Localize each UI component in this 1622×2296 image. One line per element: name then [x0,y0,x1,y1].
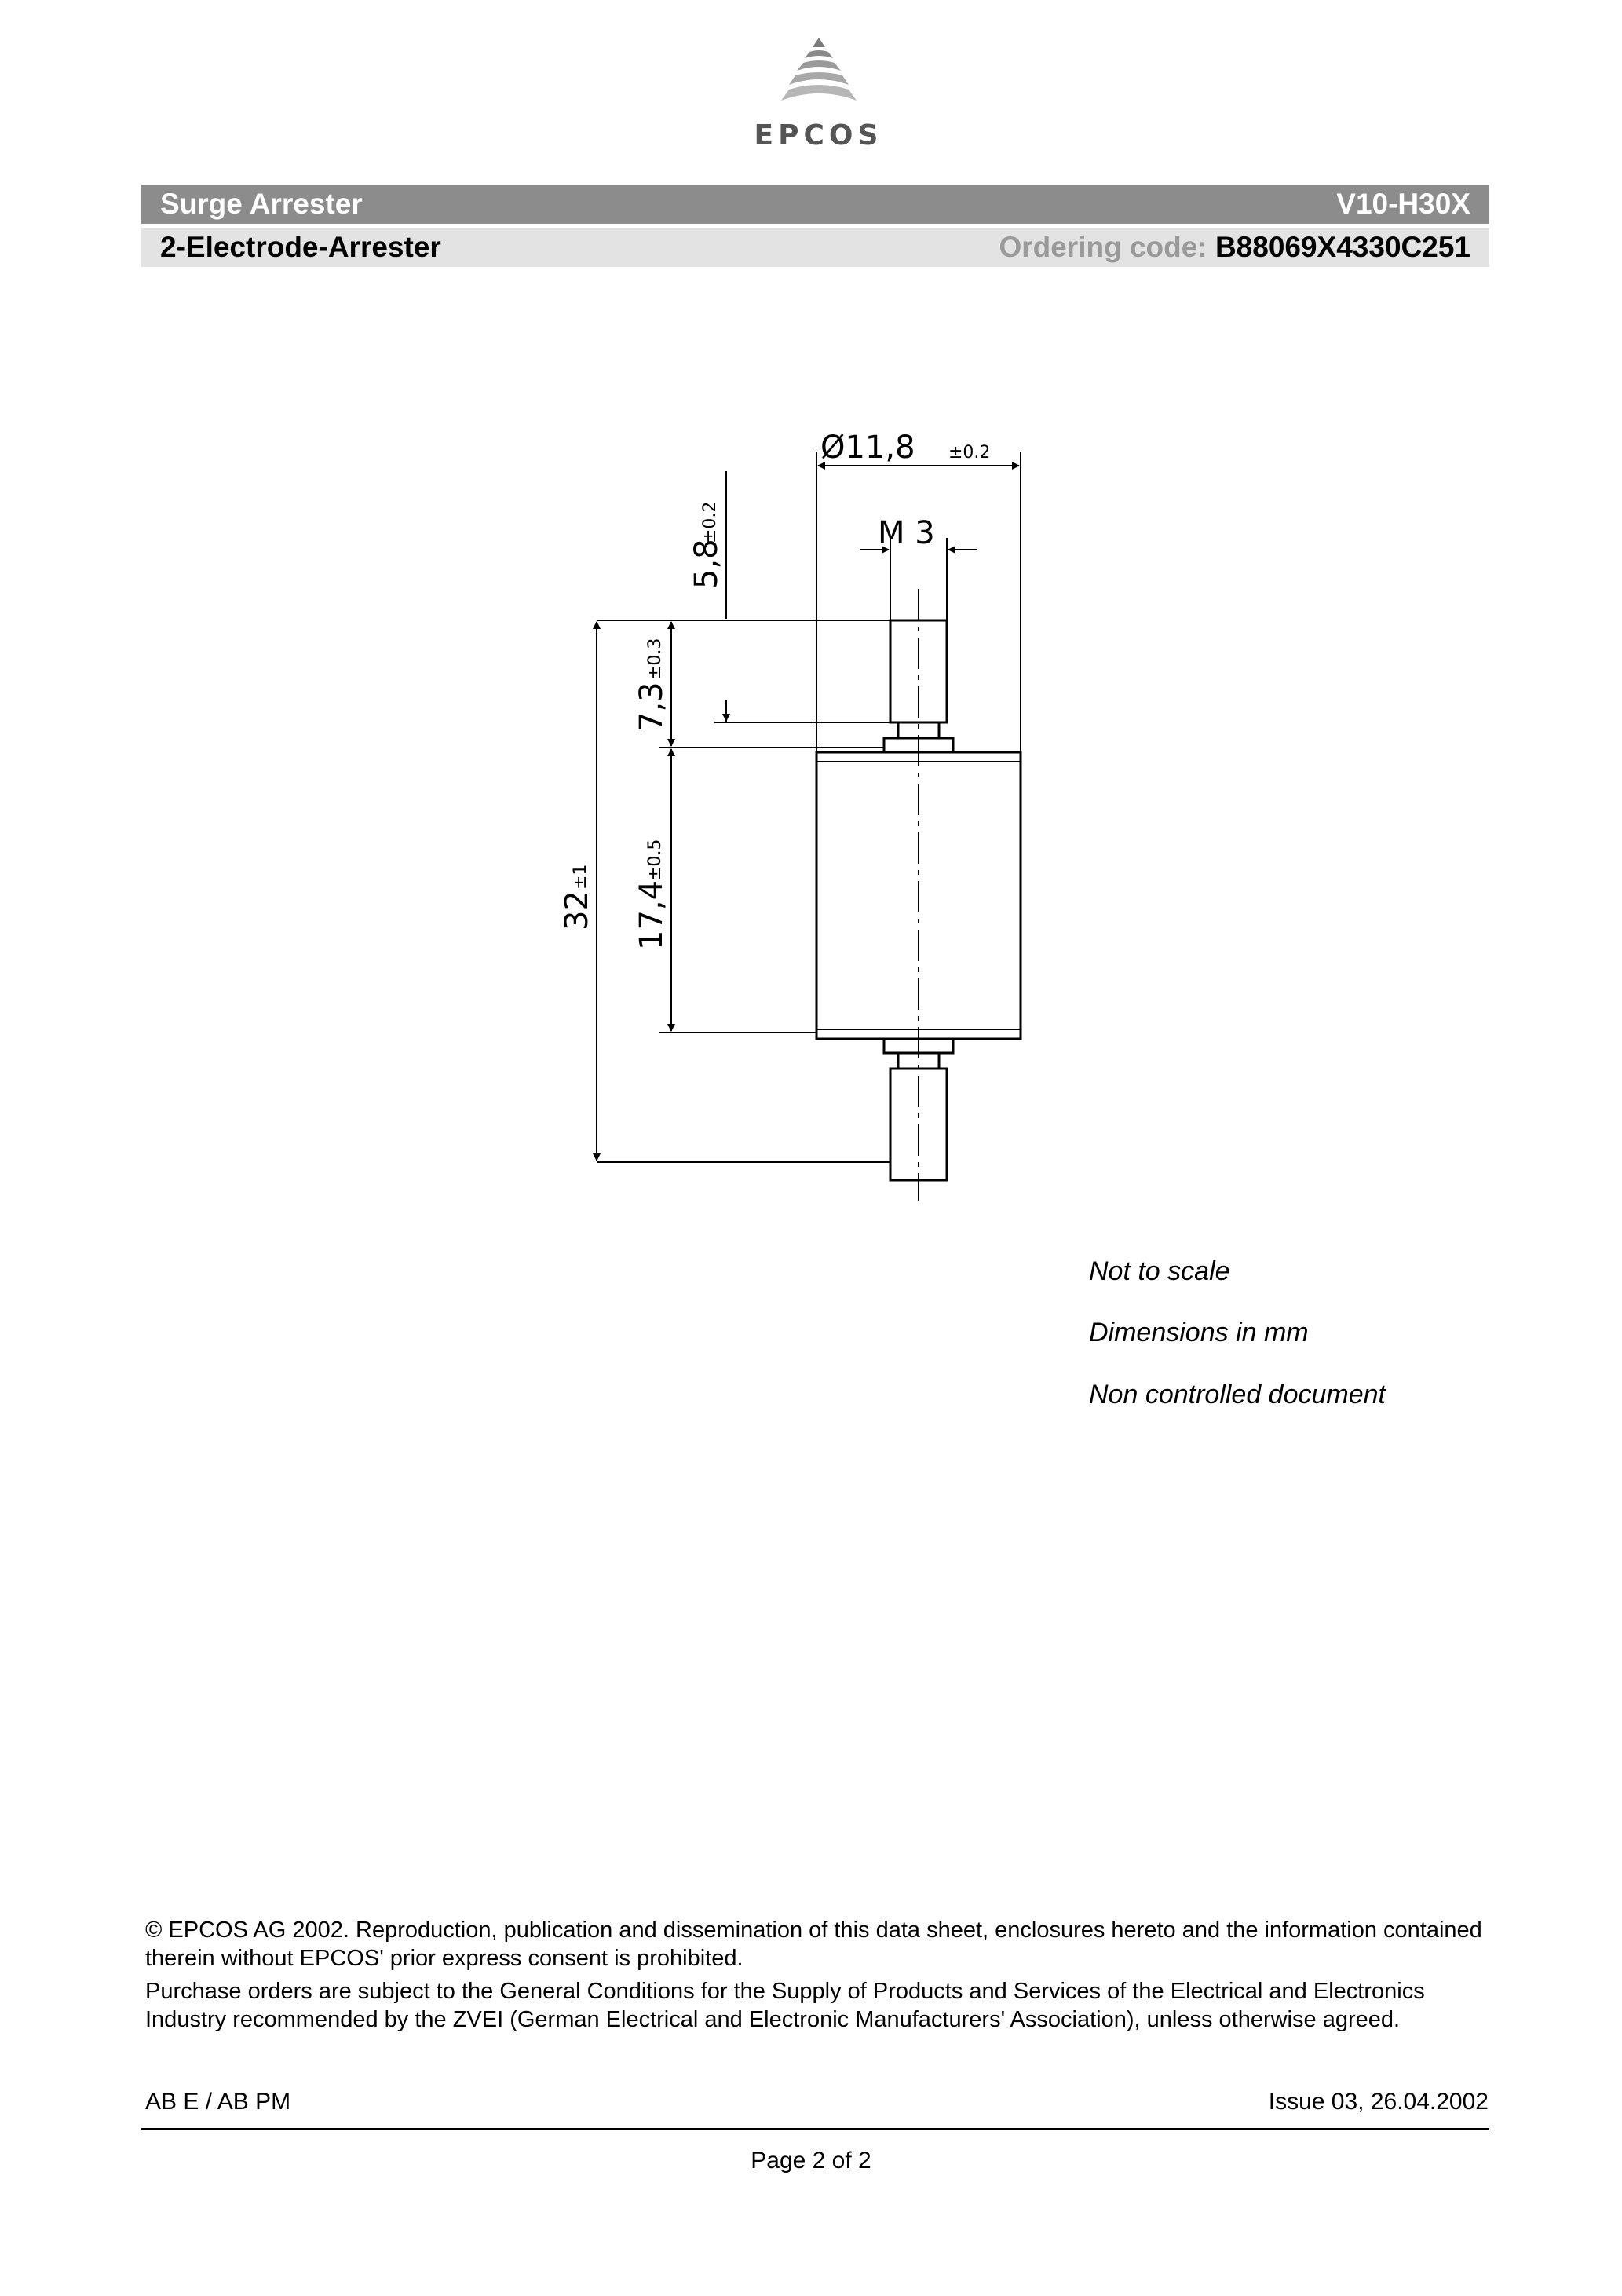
dim-top: 5,8 [689,539,725,589]
title-bar [141,185,1489,224]
dim-total: 32 [559,890,595,930]
ordering-code-field [999,231,1470,264]
page-number: Page 2 of 2 [751,2148,871,2174]
logo-text: EPCOS [754,119,883,152]
dimension-drawing [502,408,1131,1209]
arrester-outline-drawing [502,408,1131,1209]
dim-body: 17,4 [634,879,670,950]
dim-body-tol: ±0.5 [645,839,665,881]
product-title: Surge Arrester [160,188,363,220]
product-subtitle: 2-Electrode-Arrester [160,231,441,263]
footer-divider [141,2128,1489,2130]
dim-top-tol: ±0.2 [700,501,720,543]
dim-lead: 7,3 [634,682,670,732]
note-dimensions: Dimensions in mm [1089,1318,1309,1347]
dim-lead-tol: ±0.3 [645,638,665,680]
dim-diameter-tol: ±0.2 [948,443,991,462]
epcos-logo [750,31,887,157]
ordering-code-label: Ordering code: [999,231,1207,263]
note-not-to-scale: Not to scale [1089,1256,1230,1286]
dim-thread: M 3 [878,515,935,551]
subtitle-bar [141,228,1489,267]
ordering-code-value: B88069X4330C251 [1215,231,1470,263]
issue-info: Issue 03, 26.04.2002 [1268,2089,1489,2115]
copyright-text: © EPCOS AG 2002. Reproduction, publication and dissemination of this data sheet, enclosures hereto and the information contained therein without EPCOS' prior express consent is prohibited. [145,1918,1482,1971]
logo-pyramid-icon [750,31,887,118]
type-code: V10-H30X [1336,188,1470,220]
note-non-controlled: Non controlled document [1089,1380,1386,1409]
dim-diameter: Ø11,8 [820,430,915,466]
department: AB E / AB PM [145,2089,291,2115]
conditions-text: Purchase orders are subject to the General Conditions for the Supply of Products and Services of the Electrical and Electronics Industry recommended by the ZVEI (German Electrical and Electronic Manufacturers' Association), unless otherwise agreed. [145,1979,1425,2032]
dim-total-tol: ±1 [571,864,590,890]
